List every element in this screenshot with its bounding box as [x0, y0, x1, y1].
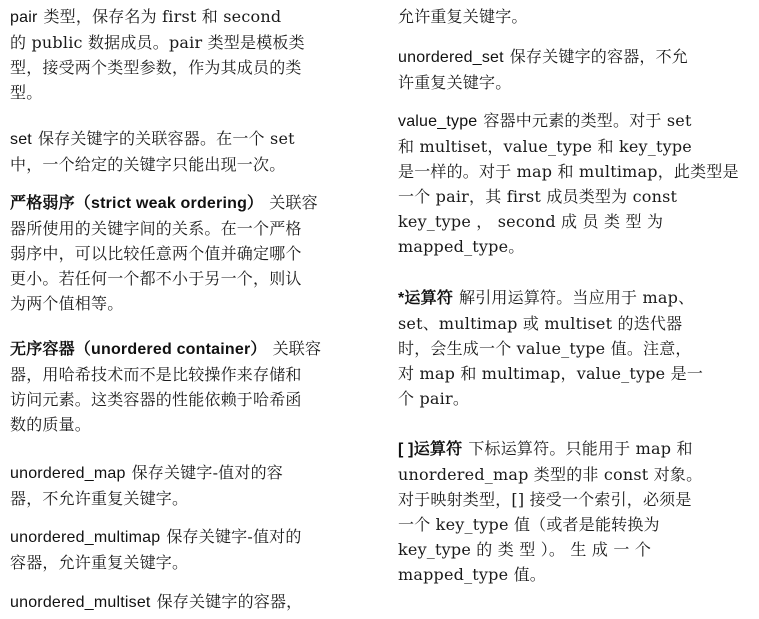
glossary-entry-dereference-operator: [398, 285, 748, 411]
definition-line: 个 pair。: [398, 389, 470, 408]
definition-line: 保存关键字-值对的容: [131, 463, 283, 482]
term: 无序容器（unordered container）: [10, 341, 267, 358]
definition-line: mapped_type。: [398, 237, 525, 256]
glossary-entry-unordered-multimap: [10, 524, 360, 575]
definition-line: 关联容: [272, 339, 322, 358]
definition-line: set、multimap 或 multiset 的迭代器: [398, 314, 683, 333]
definition-line: 对 map 和 multimap，value_type 是一: [398, 364, 704, 383]
term: set: [10, 131, 32, 148]
term: 严格弱序（strict weak ordering）: [10, 195, 264, 212]
term: unordered_multiset: [10, 594, 151, 611]
definition-line: 器，不允许重复关键字。: [10, 489, 189, 508]
definition-line: 时，会生成一个 value_type 值。注意，: [398, 339, 692, 358]
definition-line: 容器中元素的类型。对于 set: [483, 111, 692, 130]
term: pair: [10, 9, 38, 26]
definition-line: 一个 key_type 值（或者是能转换为: [398, 515, 660, 534]
definition-line: 访问元素。这类容器的性能依赖于哈希函: [10, 390, 302, 409]
glossary-entry-continuation: [398, 4, 748, 29]
term: unordered_set: [398, 49, 504, 66]
definition-line: 下标运算符。只能用于 map 和: [468, 439, 693, 458]
glossary-entry-unordered-set: [398, 44, 748, 95]
definition-line: 允许重复关键字。: [398, 7, 528, 26]
definition-line: 一个 pair，其 first 成员类型为 const: [398, 187, 678, 206]
term: unordered_multimap: [10, 529, 161, 546]
definition-line: 为两个值相等。: [10, 294, 124, 313]
definition-line: 型，接受两个类型参数，作为其成员的类: [10, 58, 302, 77]
definition-line: mapped_type 值。: [398, 565, 546, 584]
definition-line: 许重复关键字。: [398, 73, 512, 92]
glossary-entry-subscript-operator: [398, 436, 748, 587]
glossary-entry-value-type: [398, 108, 748, 259]
definition-line: 器，用哈希技术而不是比较操作来存储和: [10, 365, 302, 384]
definition-line: 保存关键字的关联容器。在一个 set: [37, 129, 295, 148]
definition-line: 保存关键字的容器，不允: [509, 47, 688, 66]
definition-line: 是一样的。对于 map 和 multimap，此类型是: [398, 162, 739, 181]
glossary-entry-unordered-map: [10, 460, 360, 511]
term: unordered_map: [10, 465, 126, 482]
definition-line: 数的质量。: [10, 415, 92, 434]
definition-line: 解引用运算符。当应用于 map、: [459, 288, 695, 307]
glossary-entry-unordered-container: [10, 336, 360, 437]
term: value_type: [398, 113, 478, 130]
definition-line: 型。: [10, 83, 43, 102]
definition-line: 保存关键字-值对的: [166, 527, 302, 546]
definition-line: 容器，允许重复关键字。: [10, 553, 189, 572]
definition-line: 保存关键字的容器，: [156, 592, 303, 611]
definition-line: 弱序中，可以比较任意两个值并确定哪个: [10, 244, 302, 263]
glossary-entry-unordered-multiset: [10, 589, 360, 615]
definition-line: 对于映射类型，[] 接受一个索引，必须是: [398, 490, 692, 509]
definition-line: key_type ， second 成 员 类 型 为: [398, 212, 664, 231]
definition-line: unordered_map 类型的非 const 对象。: [398, 465, 703, 484]
definition-line: 更小。若任何一个都不小于另一个，则认: [10, 269, 302, 288]
definition-line: 器所使用的关键字间的关系。在一个严格: [10, 219, 302, 238]
definition-line: 的 public 数据成员。pair 类型是模板类: [10, 33, 305, 52]
glossary-entry-pair: [10, 4, 360, 105]
glossary-entry-strict-weak-ordering: [10, 190, 360, 316]
definition-line: 中，一个给定的关键字只能出现一次。: [10, 155, 286, 174]
definition-line: key_type 的 类 型 ）。 生 成 一 个: [398, 540, 652, 559]
definition-line: 关联容: [269, 193, 318, 212]
glossary-entry-set: [10, 126, 360, 177]
term: *运算符: [398, 290, 454, 307]
definition-line: 类型，保存名为 first 和 second: [43, 7, 282, 26]
term: [ ]运算符: [398, 441, 463, 458]
definition-line: 和 multiset，value_type 和 key_type: [398, 137, 692, 156]
